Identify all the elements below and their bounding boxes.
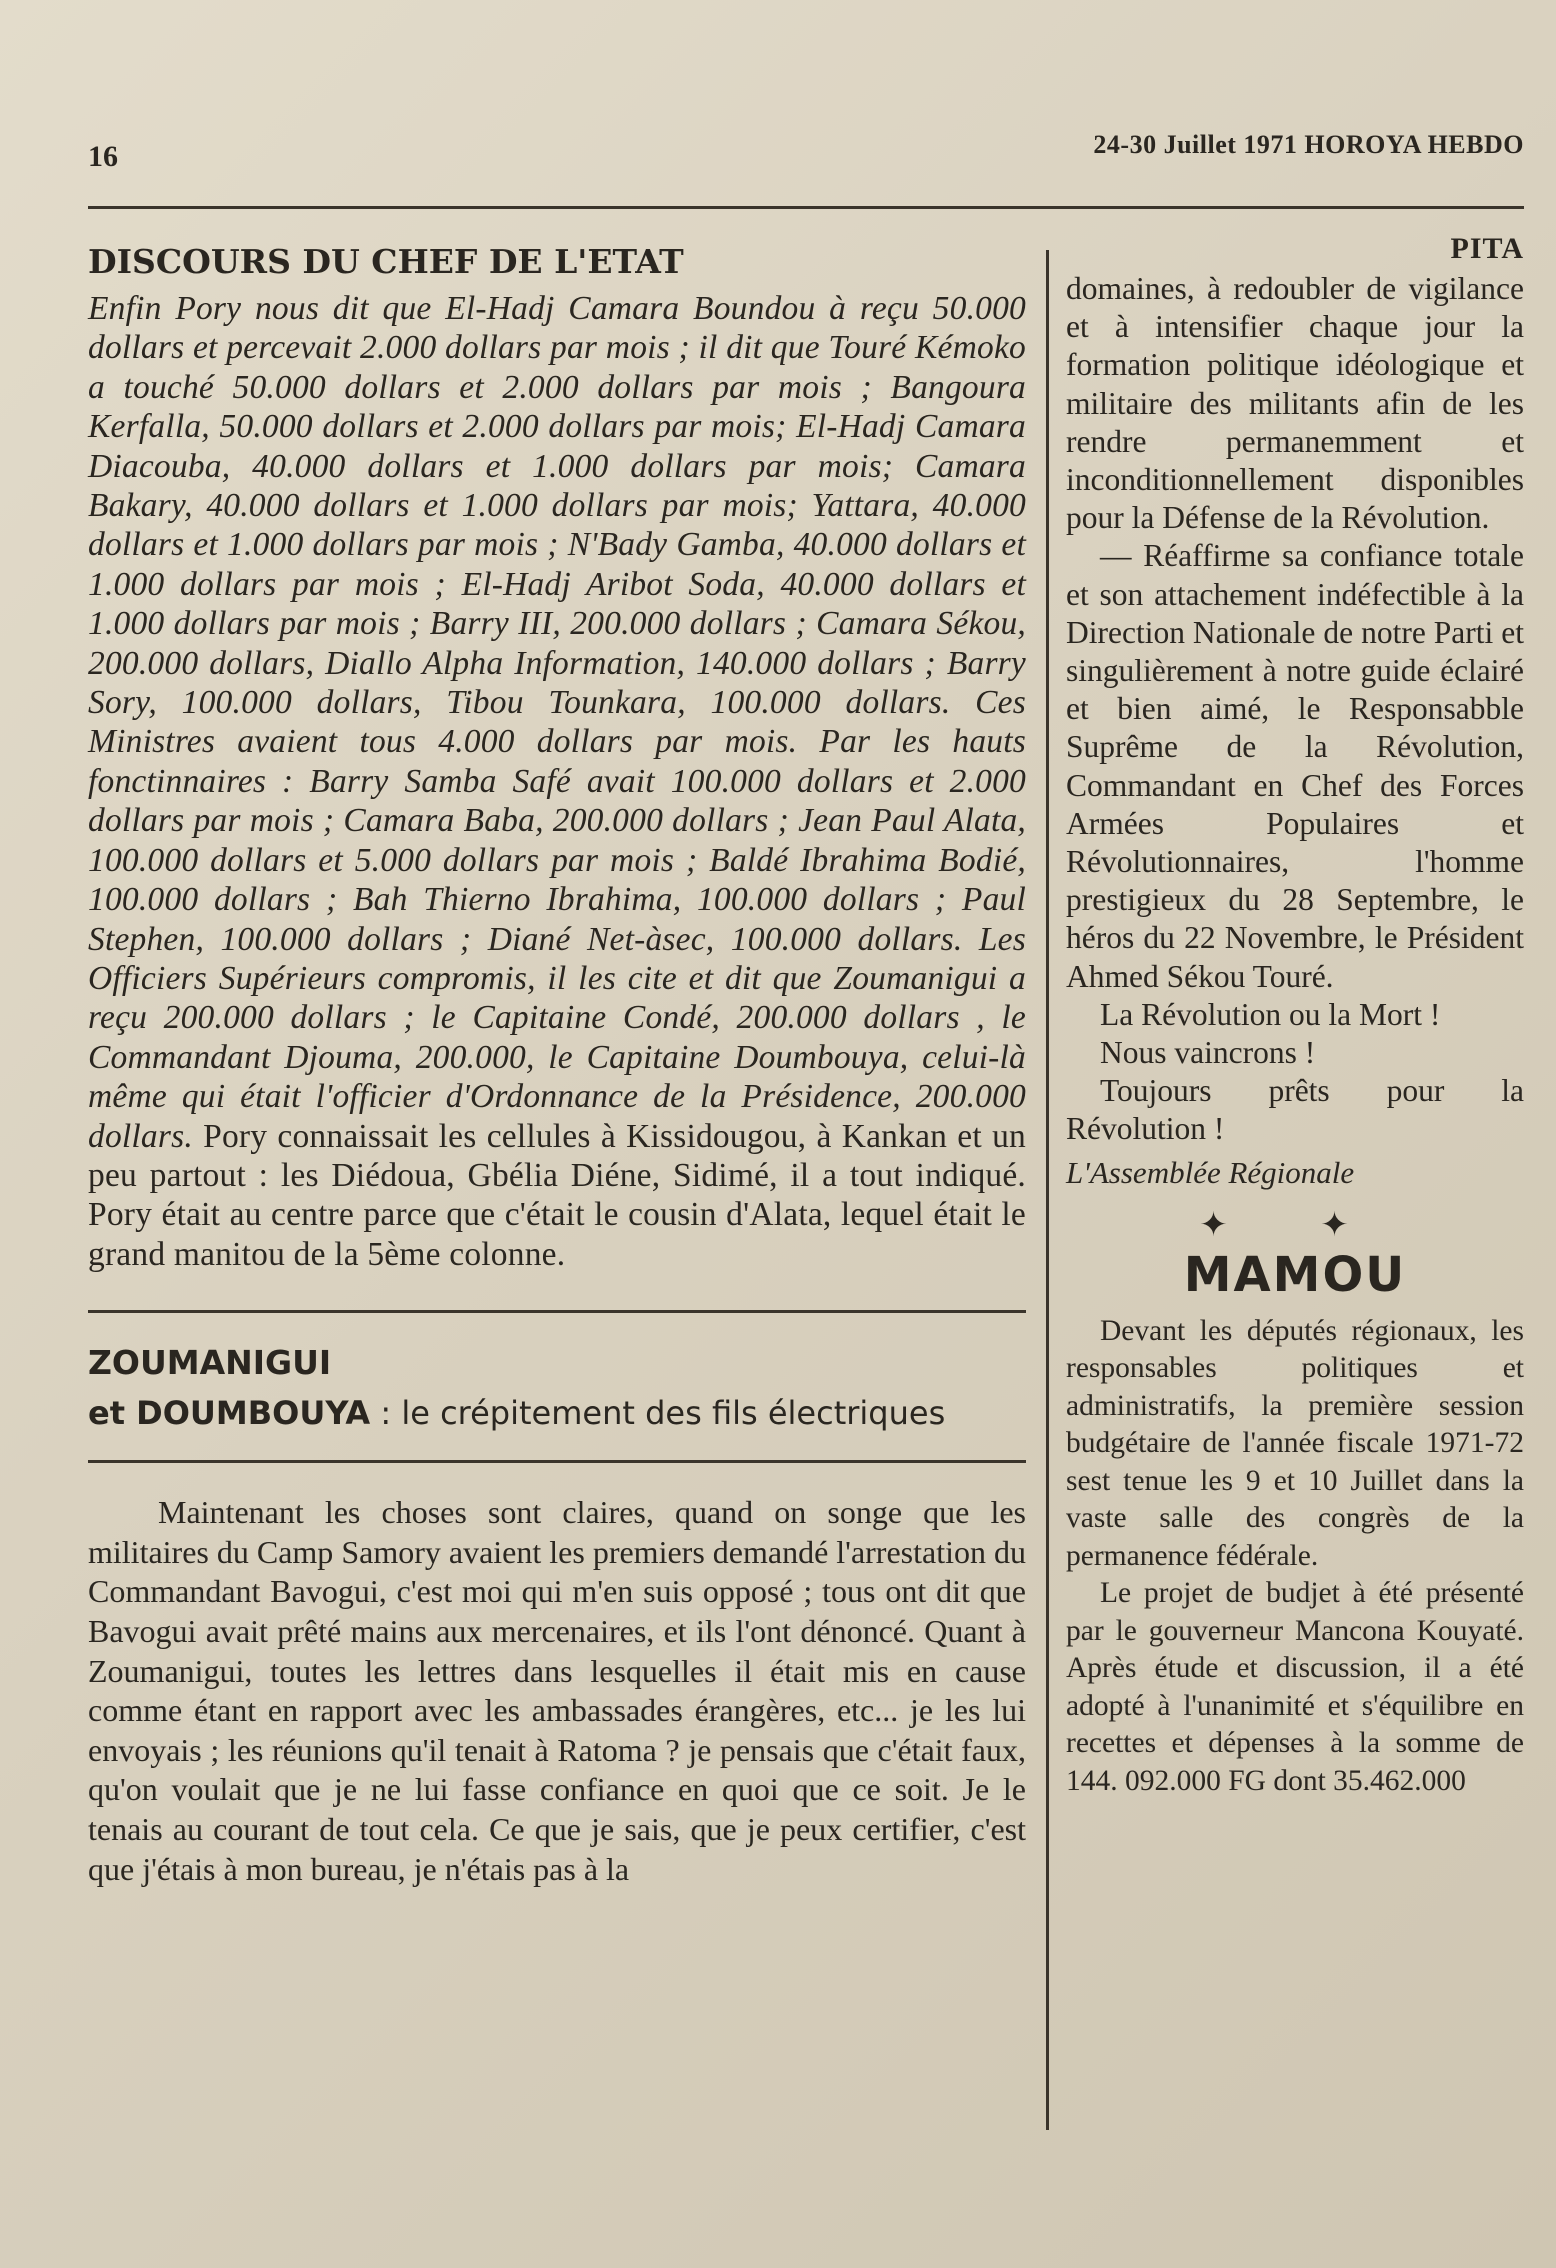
right-column [1066, 232, 1524, 1800]
section-divider-bottom [88, 1460, 1026, 1463]
article-italic-text [88, 289, 1026, 1274]
signature: L'Assemblée Régionale [1066, 1154, 1355, 1190]
header-divider [88, 206, 1524, 209]
section2-title-bold: et DOUMBOUYA [88, 1394, 371, 1433]
left-column [88, 232, 1026, 1889]
mamou-paragraph-1: Devant les députés régionaux, les responsables politiques et administratifs, la première session budgétaire de l'année fiscale 1971-72 sest tenue les 9 et 10 Juillet dans la vaste salle des congrès de la permanence fédérale. [1066, 1314, 1524, 1572]
slogan-1: La Révolution ou la Mort ! [1100, 996, 1441, 1032]
section2-paragraph: Maintenant les choses sont claires, quand on songe que les militaires du Camp Samory avaient les premiers demandé l'arrestation du Commandant Bavogui, c'est moi qui m'en suis opposé ; tous ont dit que Bavogui avait prêté mains aux mercenaires, et ils l'ont dénoncé. Quant à Zoumanigui, toutes les lettres dans lesquelles il était mis en cause comme étant en rapport avec les ambassades érangères, etc... je les lui envoyais ; les réunions qu'il tenait à Ratoma ? je pensais que c'était faux, qu'on voulait que je ne lui fasse confiance en quoi que ce soit. Je le tenais au courant de tout cela. Ce que je sais, que je peux certifier, c'est que j'étais à mon bureau, je n'étais pas à la [88, 1494, 1026, 1887]
section-divider-top [88, 1310, 1026, 1313]
slogan-3: Toujours prêts pour la Révolution ! [1066, 1073, 1524, 1147]
region-heading-pita: PITA [1450, 232, 1524, 265]
section-title-mamou: MAMOU [1183, 1246, 1407, 1303]
pita-paragraph-1: domaines, à redoubler de vigilance et à intensifier chaque jour la formation politique idéologique et militaire des militants afin de les rendre permanemment et inconditionnellement disponibles pour la Défense de la Révolution. [1066, 271, 1524, 536]
section2-subtitle: : le crépitement des fils électriques [370, 1394, 946, 1433]
italic-paragraph: Enfin Pory nous dit que El-Hadj Camara Boundou à reçu 50.000 dollars et percevait 2.000 dollars par mois ; il dit que Touré Kémoko a touché 50.000 dollars et 2.000 dollars par mois ; Bangoura Kerfalla, 50.000 dollars et 2.000 dollars par mois; El-Hadj Camara Diacouba, 40.000 dollars et 1.000 dollars par mois; Camara Bakary, 40.000 dollars et 1.000 dollars par mois; Yattara, 40.000 dollars et 1.000 dollars par mois ; N'Bady Gamba, 40.000 dollars et 1.000 dollars par mois ; El-Hadj Aribot Soda, 40.000 dollars et 1.000 dollars par mois ; Barry III, 200.000 dollars ; Camara Sékou, 200.000 dollars, Diallo Alpha Information, 140.000 dollars ; Barry Sory, 100.000 dollars, Tibou Tounkara, 100.000 dollars. Ces Ministres avaient tous 4.000 dollars par mois. Par les hauts fonctinnaires : Barry Samba Safé avait 100.000 dollars et 2.000 dollars par mois ; Camara Baba, 200.000 dollars ; Jean Paul Alata, 100.000 dollars et 5.000 dollars par mois ; Baldé Ibrahima Bodié, 100.000 dollars ; Bah Thierno Ibrahima, 100.000 dollars ; Paul Stephen, 100.000 dollars ; Diané Net-àsec, 100.000 dollars. Les Officiers Supérieurs compromis, il les cite et dit que Zoumanigui a reçu 200.000 dollars ; le Capitaine Condé, 200.000 dollars , le Commandant Djouma, 200.000, le Capitaine Doumbouya, celui-là même qui était l'officier d'Ordonnance de la Présidence, 200.000 dollars. [88, 290, 1026, 1155]
pita-paragraph-2: — Réaffirme sa confiance totale et son attachement indéfectible à la Direction Nationale de notre Parti et singulièrement à notre guide éclairé et bien aimé, le Responsabble Suprême de la Révolution, Commandant en Chef des Forces Armées Populaires et Révolutionnaires, l'homme prestigieux du 28 Septembre, le héros du 22 Novembre, le Président Ahmed Sékou Touré. [1066, 538, 1524, 994]
section2-heading [88, 1343, 1026, 1432]
mamou-paragraph-2: Le projet de budjet à été présenté par le gouverneur Mancona Kouyaté. Après étude et discussion, il a été adopté à l'unanimité et s'équilibre en recettes et dépenses à la somme de 144. 092.000 FG dont 35.462.000 [1066, 1577, 1524, 1797]
column-divider [1046, 250, 1049, 2130]
plain-continuation: Pory connaissait les cellules à Kissidougou, à Kankan et un peu partout : les Diédoua, Gbélia Diéne, Sidimé, il a tout indiqué. Pory était au centre parce que c'était le cousin d'Alata, lequel était le grand manitou de la 5ème colonne. [88, 1117, 1026, 1273]
issue-date-masthead: 24-30 Juillet 1971 HOROYA HEBDO [1093, 130, 1524, 159]
article-title: DISCOURS DU CHEF DE L'ETAT [88, 242, 684, 281]
section2-title-line1: ZOUMANIGUI [88, 1343, 332, 1383]
slogan-2: Nous vaincrons ! [1100, 1035, 1316, 1071]
page-number: 16 [88, 140, 118, 173]
star-separator-icon: ✦ ✦ [1199, 1206, 1391, 1244]
section2-title-line2 [88, 1394, 1026, 1432]
